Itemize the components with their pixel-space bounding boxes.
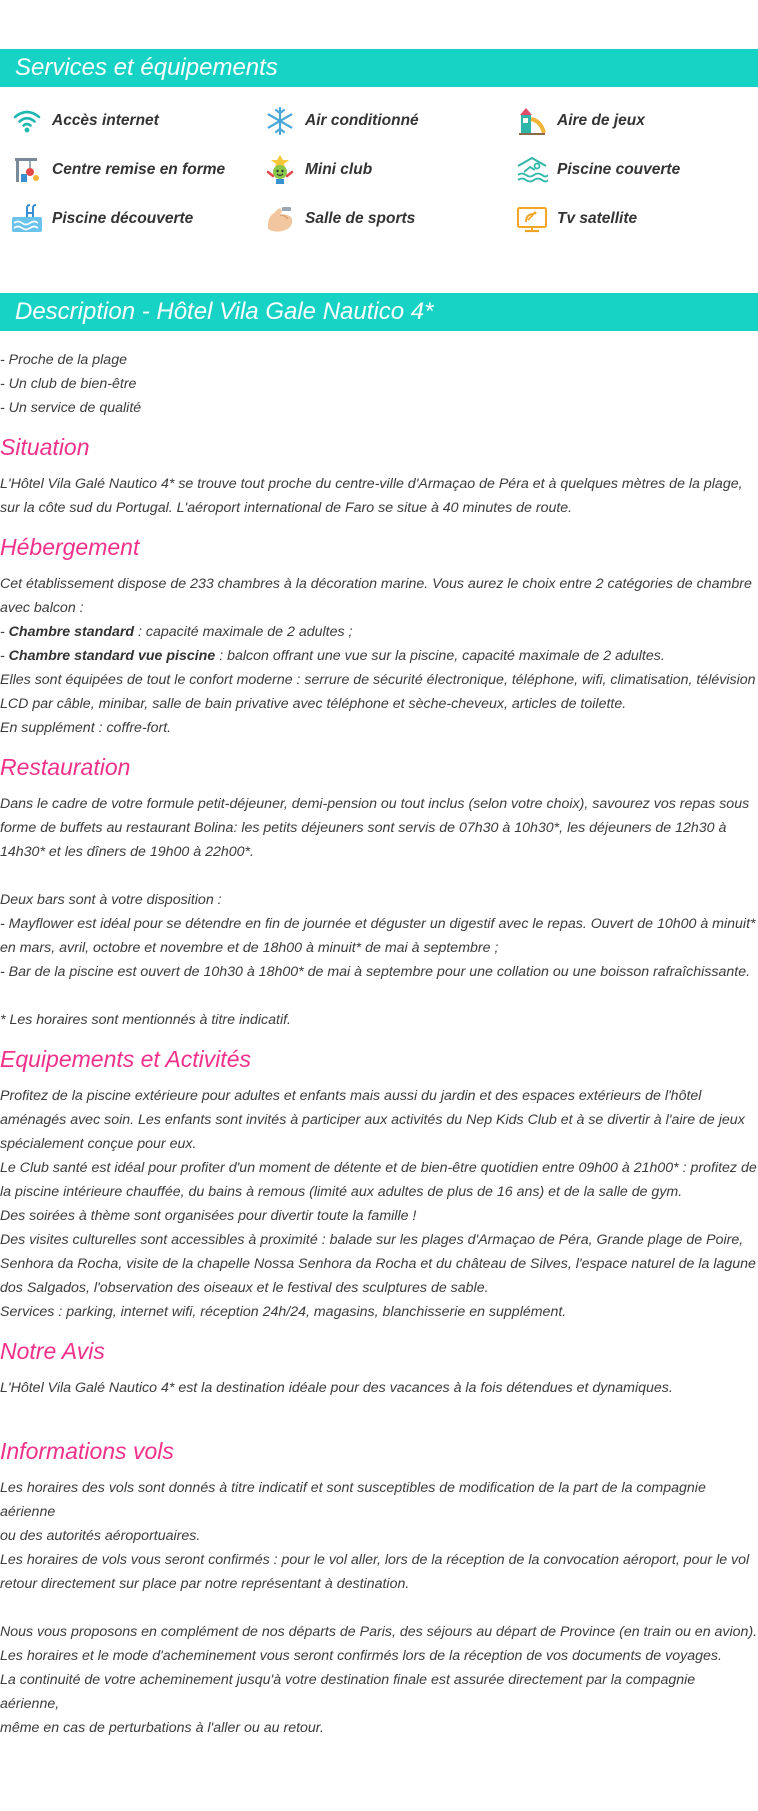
service-item-internet	[10, 101, 159, 141]
service-item-gym	[263, 199, 415, 239]
intro-line: - Un service de qualité	[0, 400, 142, 416]
equipements-line: dos Salgados, l'observation des oiseaux et le festival des sculptures de sable.	[0, 1280, 489, 1296]
equipements-line: Des soirées à thème sont organisées pour divertir toute la famille !	[0, 1208, 417, 1224]
mini-club-icon	[263, 153, 297, 187]
service-label: Mini club	[305, 161, 373, 178]
equipements-line: Senhora da Rocha, visite de la chapelle Nossa Senhora da Rocha et du château de Silves, l'espace naturel de la lagune	[0, 1256, 756, 1272]
vols-line: ou des autorités aéroportuaires.	[0, 1528, 201, 1544]
situation-line: L'Hôtel Vila Galé Nautico 4* se trouve tout proche du centre-ville d'Armaçao de Péra et à quelques mètres de la plage,	[0, 476, 743, 492]
equipements-line: aménagés avec soin. Les enfants sont invités à participer aux activités du Nep Kids Club et à se divertir à l'aire de jeux	[0, 1112, 745, 1128]
service-label: Centre remise en forme	[52, 161, 226, 178]
fitness-center-icon	[10, 153, 44, 187]
vols-line: Nous vous proposons en complément de nos départs de Paris, des séjours au départ de Province (en train ou en avion).	[0, 1624, 758, 1640]
service-item-satellite-tv	[515, 199, 637, 239]
description-content	[0, 348, 758, 1740]
equipements-line: la piscine intérieure chauffée, du bains à remous (limité aux adultes de plus de 16 ans) et de la salle de gym.	[0, 1184, 683, 1200]
vols-line: La continuité de votre acheminement jusqu'à votre destination finale est assurée directement par la compagnie aérienne,	[0, 1672, 696, 1712]
hebergement-line: Cet établissement dispose de 233 chambres à la décoration marine. Vous aurez le choix entre 2 catégories de chambre	[0, 576, 752, 592]
service-item-outdoor-pool	[10, 199, 193, 239]
satellite-tv-icon	[515, 202, 549, 236]
service-item-air-conditioning	[263, 101, 419, 141]
equipements-line: Services : parking, internet wifi, réception 24h/24, magasins, blanchisserie en supplément.	[0, 1304, 567, 1320]
equipements-line: Le Club santé est idéal pour profiter d'un moment de détente et de bien-être quotidien entre 09h00 à 21h00* : profitez de	[0, 1160, 757, 1176]
restauration-line: 14h30* et les dîners de 19h00 à 22h00*.	[0, 844, 255, 860]
service-item-mini-club	[263, 150, 372, 190]
gym-icon	[263, 202, 297, 236]
service-label: Tv satellite	[557, 210, 638, 227]
equipements-line: spécialement conçue pour eux.	[0, 1136, 197, 1152]
restauration-line: Dans le cadre de votre formule petit-déjeuner, demi-pension ou tout inclus (selon votre choix), savourez vos repas sous	[0, 796, 750, 812]
avis-heading: Notre Avis	[0, 1338, 105, 1364]
restauration-line: - Mayflower est idéal pour se détendre en fin de journée et déguster un digestif avec le repas. Ouvert de 10h00 à minuit*	[0, 916, 756, 932]
intro-line: - Proche de la plage	[0, 352, 127, 368]
hebergement-line: LCD par câble, minibar, salle de bain privative avec téléphone et sèche-cheveux, articles de toilette.	[0, 696, 627, 712]
restauration-line: forme de buffets au restaurant Bolina: les petits déjeuners sont servis de 07h30 à 10h30*, les déjeuners de 12h30 à	[0, 820, 727, 836]
snowflake-icon	[263, 104, 297, 138]
service-label: Salle de sports	[305, 210, 416, 227]
room-name: Chambre standard	[8, 624, 135, 640]
equipements-line: Profitez de la piscine extérieure pour adultes et enfants mais aussi du jardin et des espaces extérieurs de l'hôtel	[0, 1088, 702, 1104]
vols-line: retour directement sur place par notre représentant à destination.	[0, 1576, 410, 1592]
vols-line: Les horaires de vols vous seront confirmés : pour le vol aller, lors de la réception de la convocation aéroport, pour le vol	[0, 1552, 750, 1568]
service-label: Piscine couverte	[557, 161, 681, 178]
equipements-line: Des visites culturelles sont accessibles à proximité : balade sur les plages d'Armaçao de Péra, Grande plage de Poire,	[0, 1232, 744, 1248]
room-name: Chambre standard vue piscine	[8, 648, 216, 664]
restauration-line: en mars, avril, octobre et novembre et de 18h00 à minuit* de mai à septembre ;	[0, 940, 499, 956]
intro-line: - Un club de bien-être	[0, 376, 137, 392]
vols-line: même en cas de perturbations à l'aller ou au retour.	[0, 1720, 324, 1736]
hebergement-heading: Hébergement	[0, 534, 140, 560]
situation-line: sur la côte sud du Portugal. L'aéroport international de Faro se situe à 40 minutes de route.	[0, 500, 573, 516]
services-section-title: Services et équipements	[0, 49, 758, 87]
restauration-line: Deux bars sont à votre disposition :	[0, 892, 222, 908]
service-item-indoor-pool	[515, 150, 680, 190]
situation-heading: Situation	[0, 434, 90, 460]
restauration-note: * Les horaires sont mentionnés à titre indicatif.	[0, 1012, 291, 1028]
service-item-playground	[515, 101, 645, 141]
service-item-fitness	[10, 150, 225, 190]
vols-line: Les horaires et le mode d'acheminement vous seront confirmés lors de la réception de vos documents de voyages.	[0, 1648, 722, 1664]
vols-heading: Informations vols	[0, 1438, 174, 1464]
service-label: Piscine découverte	[52, 210, 194, 227]
restauration-heading: Restauration	[0, 754, 131, 780]
equipements-heading: Equipements et Activités	[0, 1046, 251, 1072]
playground-icon	[515, 104, 549, 138]
description-section-title: Description - Hôtel Vila Gale Nautico 4*	[0, 293, 758, 331]
service-label: Aire de jeux	[557, 112, 645, 129]
restauration-line: - Bar de la piscine est ouvert de 10h30 à 18h00* de mai à septembre pour une collation ou une boisson rafraîchissante.	[0, 964, 751, 980]
vols-line: Les horaires des vols sont donnés à titre indicatif et sont susceptibles de modification de la part de la compagnie aérienne	[0, 1480, 706, 1520]
indoor-pool-icon	[515, 153, 549, 187]
outdoor-pool-icon	[10, 202, 44, 236]
hebergement-line: En supplément : coffre-fort.	[0, 720, 172, 736]
service-label: Accès internet	[52, 112, 159, 129]
room-pool-view: - Chambre standard vue piscine : balcon offrant une vue sur la piscine, capacité maximale de 2 adultes.	[0, 648, 665, 664]
avis-text: L'Hôtel Vila Galé Nautico 4* est la destination idéale pour des vacances à la fois détendues et dynamiques.	[0, 1380, 673, 1396]
wifi-icon	[10, 104, 44, 138]
service-label: Air conditionné	[305, 112, 419, 129]
hebergement-line: Elles sont équipées de tout le confort moderne : serrure de sécurité électronique, téléphone, wifi, climatisation, télévision	[0, 672, 756, 688]
room-standard: - Chambre standard : capacité maximale de 2 adultes ;	[0, 624, 353, 640]
hebergement-line: avec balcon :	[0, 600, 84, 616]
